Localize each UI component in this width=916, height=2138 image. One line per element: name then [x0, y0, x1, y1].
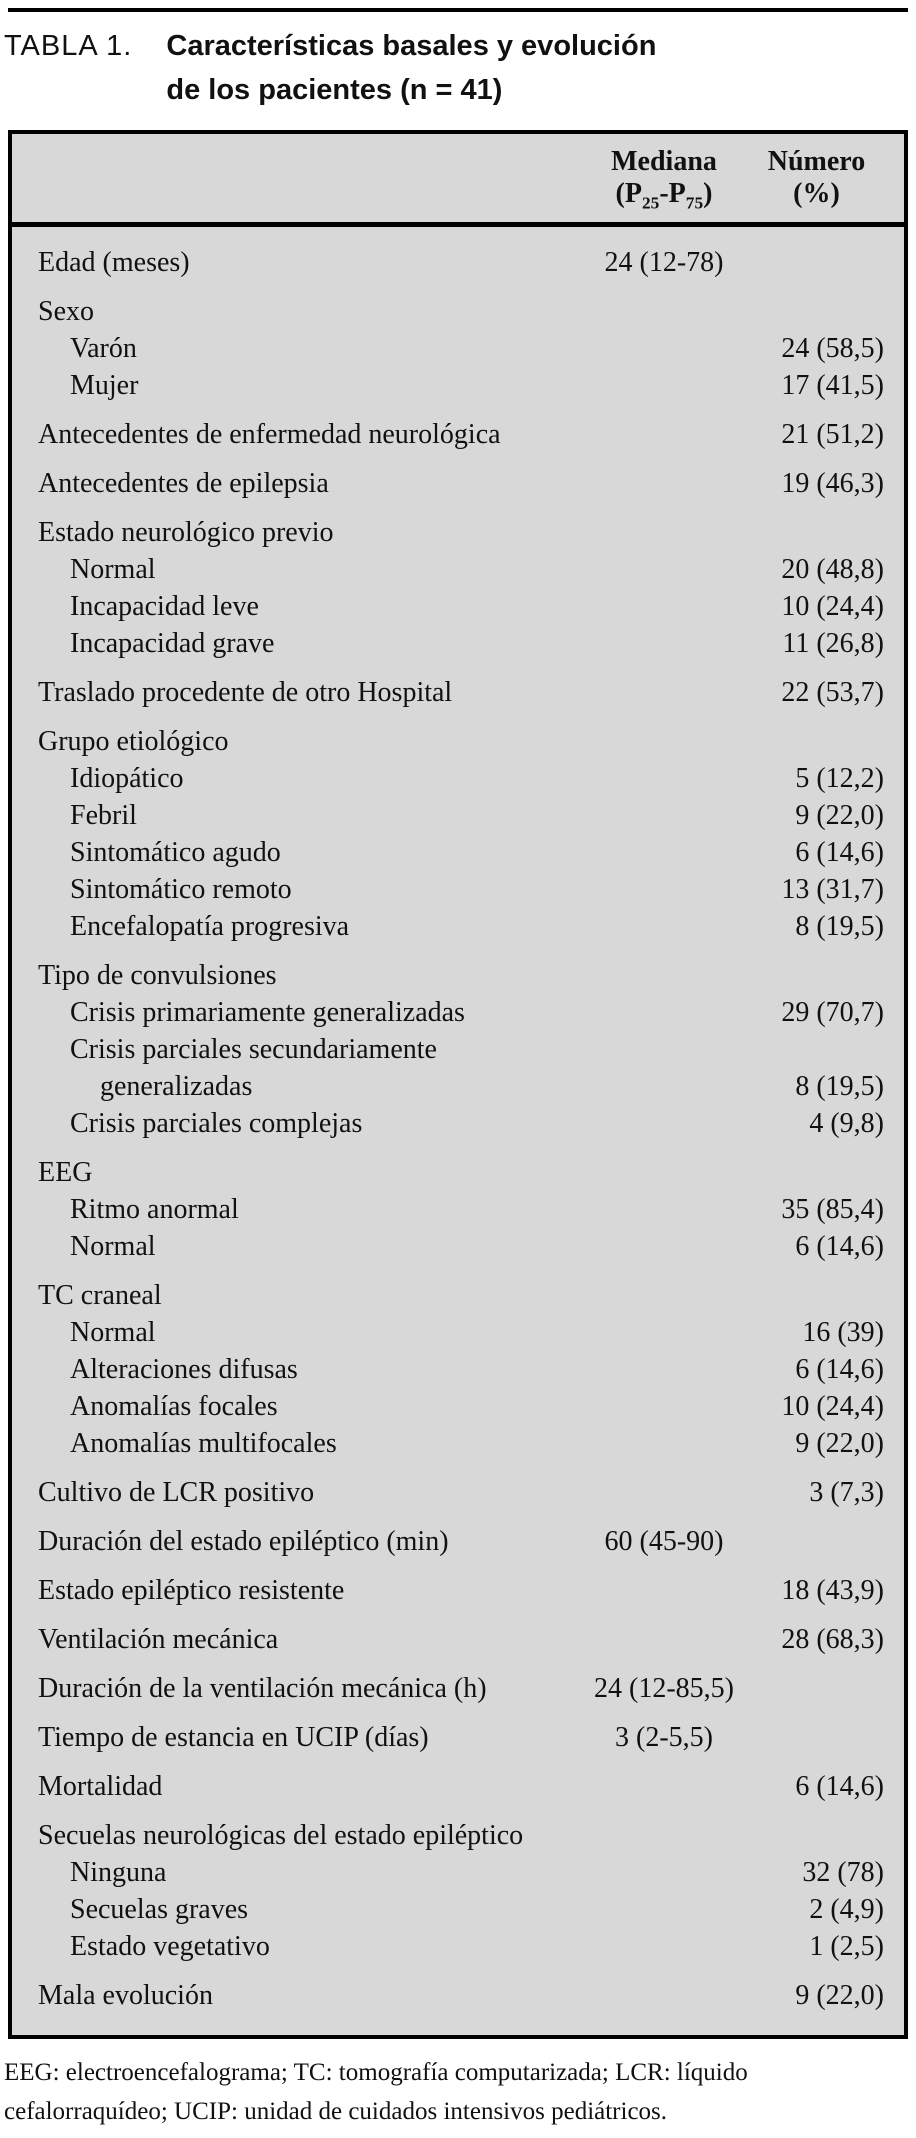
table-row [38, 247, 884, 284]
row-numero-value: 32 (78) [802, 1857, 884, 1888]
row-label: Antecedentes de epilepsia [38, 468, 329, 499]
row-label: Ritmo anormal [70, 1194, 239, 1225]
row-label: Edad (meses) [38, 247, 190, 278]
table-row [38, 1157, 884, 1194]
row-mediana-value: 3 (2-5,5) [615, 1722, 713, 1753]
header-numero-title: Número [767, 146, 866, 177]
row-numero-value: 35 (85,4) [781, 1194, 884, 1225]
table-row [38, 1280, 884, 1317]
row-label: Normal [70, 554, 156, 585]
row-label: generalizadas [100, 1071, 253, 1102]
row-label: Secuelas graves [70, 1894, 249, 1925]
row-label: Normal [70, 1231, 156, 1262]
table-row [38, 1391, 884, 1428]
header-numero-percent: (%) [793, 178, 840, 209]
table-row [38, 333, 884, 370]
row-label: Mala evolución [38, 1980, 213, 2011]
header-mediana-column [579, 146, 749, 213]
table-row [38, 1931, 884, 1968]
table-row [38, 1820, 884, 1857]
row-mediana-value: 24 (12-85,5) [594, 1673, 734, 1704]
table-row [38, 997, 884, 1034]
table-row [38, 800, 884, 837]
row-numero-value: 18 (43,9) [781, 1575, 884, 1606]
row-numero-value: 6 (14,6) [795, 837, 884, 868]
patient-characteristics-table [8, 130, 908, 2039]
row-label: Ventilación mecánica [38, 1624, 279, 1655]
row-label: Crisis primariamente generalizadas [70, 997, 465, 1028]
row-label: Idiopático [70, 763, 184, 794]
table-row [38, 1894, 884, 1931]
row-numero-value: 9 (22,0) [795, 1980, 884, 2011]
table-row [38, 370, 884, 407]
row-label: Sintomático agudo [70, 837, 281, 868]
row-label: Normal [70, 1317, 156, 1348]
row-numero-value: 2 (4,9) [809, 1894, 884, 1925]
table-row [38, 1980, 884, 2017]
table-row [38, 1317, 884, 1354]
row-label: Alteraciones difusas [70, 1354, 298, 1385]
row-numero-value: 10 (24,4) [781, 1391, 884, 1422]
row-label: Tipo de convulsiones [38, 960, 277, 991]
row-numero-value: 20 (48,8) [781, 554, 884, 585]
table-title-line2: de los pacientes (n = 41) [166, 74, 503, 106]
table-row [38, 1034, 884, 1071]
table-row [38, 1673, 884, 1710]
row-numero-value: 1 (2,5) [809, 1931, 884, 1962]
row-numero-value: 28 (68,3) [781, 1624, 884, 1655]
table-row [38, 960, 884, 997]
footnote-line1: EEG: electroencefalograma; TC: tomografía computarizada; LCR: líquido [4, 2059, 748, 2086]
header-mediana-percentiles: $(P_{25}-P_{75})$ [615, 178, 713, 213]
table-row [38, 1108, 884, 1145]
table-row [38, 1231, 884, 1268]
row-label: Varón [70, 333, 137, 364]
document-page [0, 8, 916, 2138]
row-numero-value: 10 (24,4) [781, 591, 884, 622]
header-numero-column [749, 146, 884, 210]
row-numero-value: 16 (39) [802, 1317, 884, 1348]
table-footnote [4, 2053, 908, 2131]
table-row [38, 763, 884, 800]
table-row [38, 628, 884, 665]
row-label: Febril [70, 800, 137, 831]
row-label: Estado epiléptico resistente [38, 1575, 345, 1606]
row-mediana-value: 24 (12-78) [604, 247, 724, 278]
row-numero-value: 19 (46,3) [781, 468, 884, 499]
table-row [38, 1354, 884, 1391]
table-number-label: TABLA 1. [4, 30, 133, 62]
table-body [12, 227, 904, 2035]
row-label: Ninguna [70, 1857, 167, 1888]
row-label: Sexo [38, 296, 94, 327]
table-row [38, 1857, 884, 1894]
row-label: Anomalías multifocales [70, 1428, 337, 1459]
row-label: Incapacidad grave [70, 628, 275, 659]
row-label: Secuelas neurológicas del estado epiléptico [38, 1820, 524, 1851]
row-label: Estado neurológico previo [38, 517, 334, 548]
row-numero-value: 24 (58,5) [781, 333, 884, 364]
row-label: EEG [38, 1157, 93, 1188]
row-label: Cultivo de LCR positivo [38, 1477, 315, 1508]
row-label: Encefalopatía progresiva [70, 911, 350, 942]
row-numero-value: 3 (7,3) [809, 1477, 884, 1508]
row-numero-value: 8 (19,5) [795, 1071, 884, 1102]
table-row [38, 296, 884, 333]
row-label: Mujer [70, 370, 139, 401]
top-rule-divider [8, 8, 908, 12]
row-numero-value: 5 (12,2) [795, 763, 884, 794]
table-row [38, 874, 884, 911]
row-mediana-value: 60 (45-90) [604, 1526, 724, 1557]
table-header-row [12, 134, 904, 227]
row-label: Mortalidad [38, 1771, 163, 1802]
table-row [38, 1428, 884, 1465]
row-label: Sintomático remoto [70, 874, 292, 905]
row-numero-value: 8 (19,5) [795, 911, 884, 942]
footnote-line2: cefalorraquídeo; UCIP: unidad de cuidados intensivos pediátricos. [4, 2098, 668, 2125]
row-numero-value: 29 (70,7) [781, 997, 884, 1028]
table-row [38, 1194, 884, 1231]
row-numero-value: 9 (22,0) [795, 1428, 884, 1459]
row-label: Duración del estado epiléptico (min) [38, 1526, 449, 1557]
row-label: Grupo etiológico [38, 726, 229, 757]
row-label: TC craneal [38, 1280, 162, 1311]
table-row [38, 726, 884, 763]
row-label: Crisis parciales secundariamente [70, 1034, 437, 1065]
row-label: Tiempo de estancia en UCIP (días) [38, 1722, 429, 1753]
table-row [38, 1722, 884, 1759]
row-label: Incapacidad leve [70, 591, 259, 622]
row-numero-value: 11 (26,8) [782, 628, 884, 659]
table-row [38, 468, 884, 505]
table-row [38, 837, 884, 874]
table-row [38, 911, 884, 948]
row-numero-value: 13 (31,7) [781, 874, 884, 905]
table-row [38, 591, 884, 628]
table-row [38, 1575, 884, 1612]
row-numero-value: 6 (14,6) [795, 1771, 884, 1802]
table-row [38, 1624, 884, 1661]
row-label: Estado vegetativo [70, 1931, 270, 1962]
row-label: Crisis parciales complejas [70, 1108, 363, 1139]
table-title-text [166, 24, 656, 112]
table-row [38, 1771, 884, 1808]
row-label: Antecedentes de enfermedad neurológica [38, 419, 501, 450]
table-row [38, 1477, 884, 1514]
row-numero-value: 17 (41,5) [781, 370, 884, 401]
table-row [38, 554, 884, 591]
row-numero-value: 22 (53,7) [781, 677, 884, 708]
table-title [4, 24, 908, 112]
header-mediana-title: Mediana [611, 146, 717, 177]
row-numero-value: 21 (51,2) [781, 419, 884, 450]
row-label: Duración de la ventilación mecánica (h) [38, 1673, 487, 1704]
row-numero-value: 6 (14,6) [795, 1231, 884, 1262]
table-row [38, 517, 884, 554]
row-label: Anomalías focales [70, 1391, 278, 1422]
table-title-line1: Características basales y evolución [166, 30, 657, 62]
table-row [38, 677, 884, 714]
row-numero-value: 6 (14,6) [795, 1354, 884, 1385]
table-row [38, 1526, 884, 1563]
row-numero-value: 4 (9,8) [809, 1108, 884, 1139]
row-label: Traslado procedente de otro Hospital [38, 677, 453, 708]
table-row [38, 419, 884, 456]
row-numero-value: 9 (22,0) [795, 800, 884, 831]
table-row [38, 1071, 884, 1108]
